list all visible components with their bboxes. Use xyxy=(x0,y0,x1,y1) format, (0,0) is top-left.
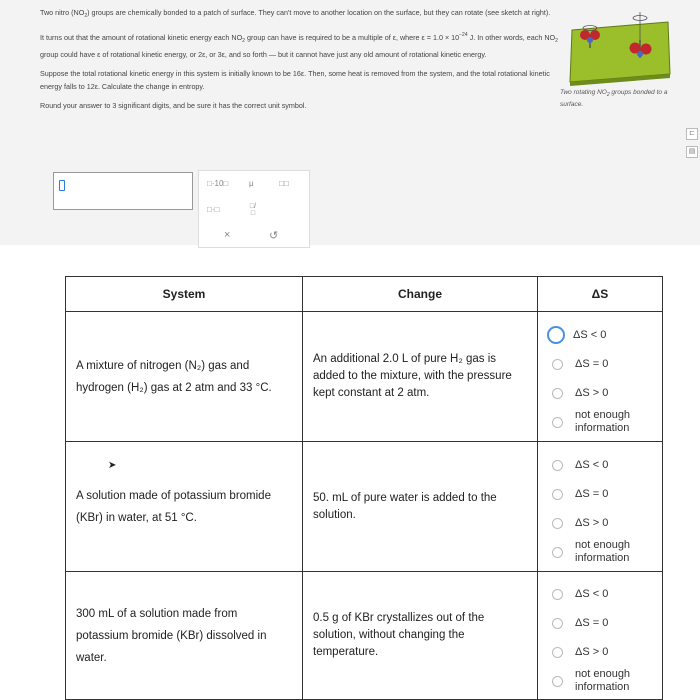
radio-button[interactable] xyxy=(552,489,563,500)
radio-button[interactable] xyxy=(552,647,563,658)
subscript: 2 xyxy=(606,92,610,98)
system-cell: A solution made of potassium bromide (KBr) in water, at 51 °C. xyxy=(66,442,303,572)
header-delta-s: ΔS xyxy=(538,277,663,312)
option-ds-zero[interactable] xyxy=(552,480,662,509)
option-label: ΔS = 0 xyxy=(575,487,609,500)
option-ds-zero[interactable] xyxy=(552,609,662,638)
problem-paragraph-3: Suppose the total rotational kinetic energy in this system is initially known to be 16ε. Then, some heat is removed from the system, and the total rotational kinetic energy falls to 12ε. Calculate the change in entropy. xyxy=(40,69,550,91)
text: J. In other words, each NO xyxy=(467,33,556,42)
table-row xyxy=(66,312,663,442)
data-table-icon[interactable]: ▤ xyxy=(686,146,698,158)
scientific-notation-button[interactable]: □·10□ xyxy=(207,179,229,188)
radio-button[interactable] xyxy=(547,326,565,344)
option-ds-zero[interactable] xyxy=(552,350,662,379)
change-cell: An additional 2.0 L of pure H₂ gas is added to the mixture, with the pressure kept constant at 2 atm. xyxy=(303,312,538,442)
text: group can have is required to be a multiple of ε, where ε = 1.0 × 10 xyxy=(244,33,460,42)
header-change: Change xyxy=(303,277,538,312)
radio-button[interactable] xyxy=(552,518,563,529)
problem-paragraph-2 xyxy=(40,29,570,61)
entropy-table xyxy=(65,276,663,700)
math-toolpad xyxy=(198,170,310,248)
mouse-cursor-icon: ➤ xyxy=(108,460,117,471)
multiply-button[interactable]: □·□ xyxy=(207,205,220,214)
surface-figure xyxy=(560,8,680,88)
radio-button[interactable] xyxy=(552,676,563,687)
option-label: ΔS < 0 xyxy=(573,328,607,341)
change-cell: 0.5 g of KBr crystallizes out of the solution, without changing the temperature. xyxy=(303,572,538,700)
option-label: ΔS < 0 xyxy=(575,587,609,600)
table-row xyxy=(66,442,663,572)
option-label: ΔS = 0 xyxy=(575,357,609,370)
option-label: ΔS > 0 xyxy=(575,386,609,399)
table-header-row xyxy=(66,277,663,312)
option-label: ΔS < 0 xyxy=(575,458,609,471)
text: group could have ε of rotational kinetic energy, or 2ε, or 3ε, and so forth — but it cannot have just any old amount of rotational kinetic energy. xyxy=(40,50,487,59)
problem-text xyxy=(40,6,570,118)
option-ds-positive[interactable] xyxy=(552,638,662,667)
system-cell: 300 mL of a solution made from potassium bromide (KBr) dissolved in water. xyxy=(66,572,303,700)
text: groups bonded to a surface. xyxy=(560,89,668,108)
option-not-enough-info[interactable] xyxy=(552,408,662,437)
exponent: −24 xyxy=(459,32,468,38)
subscript: 2 xyxy=(555,38,558,44)
header-system: System xyxy=(66,277,303,312)
text: ) groups are chemically bonded to a patch of surface. They can't move to another location on the surface, but they can rotate (see sketch at right). xyxy=(87,8,551,17)
option-ds-negative[interactable] xyxy=(552,580,662,609)
options-cell xyxy=(538,572,663,700)
system-cell: A mixture of nitrogen (N₂) gas and hydrogen (H₂) gas at 2 atm and 33 °C. xyxy=(66,312,303,442)
option-not-enough-info[interactable] xyxy=(552,538,662,567)
change-cell: 50. mL of pure water is added to the solution. xyxy=(303,442,538,572)
option-label: not enough information xyxy=(575,668,631,693)
undo-icon[interactable]: ↺ xyxy=(269,230,279,242)
input-cursor xyxy=(59,180,65,191)
radio-button[interactable] xyxy=(552,618,563,629)
text: It turns out that the amount of rotational kinetic energy each NO xyxy=(40,33,243,42)
option-label: ΔS > 0 xyxy=(575,516,609,529)
option-ds-negative[interactable] xyxy=(552,451,662,480)
help-icon[interactable]: ⊏ xyxy=(686,128,698,140)
figure-caption xyxy=(560,88,680,110)
clear-icon[interactable]: × xyxy=(224,229,231,241)
radio-button[interactable] xyxy=(552,417,563,428)
options-cell xyxy=(538,442,663,572)
problem-paragraph-4: Round your answer to 3 significant digits, and be sure it has the correct unit symbol. xyxy=(40,101,307,110)
answer-input[interactable] xyxy=(53,172,193,210)
options-cell xyxy=(538,312,663,442)
table-row xyxy=(66,572,663,700)
fraction-button[interactable]: □/□ xyxy=(249,203,257,217)
radio-button[interactable] xyxy=(552,388,563,399)
option-ds-negative[interactable] xyxy=(552,321,662,350)
option-ds-positive[interactable] xyxy=(552,379,662,408)
radio-button[interactable] xyxy=(552,547,563,558)
question-panel xyxy=(0,0,700,245)
superscript-button[interactable]: □□ xyxy=(279,179,289,188)
problem-paragraph-1 xyxy=(40,6,570,23)
text: Two nitro (NO xyxy=(40,8,85,17)
option-label: ΔS = 0 xyxy=(575,616,609,629)
subscript: 2 xyxy=(242,38,245,44)
radio-button[interactable] xyxy=(552,359,563,370)
option-not-enough-info[interactable] xyxy=(552,667,662,696)
radio-button[interactable] xyxy=(552,589,563,600)
option-ds-positive[interactable] xyxy=(552,509,662,538)
option-label: not enough information xyxy=(575,539,631,564)
option-label: ΔS > 0 xyxy=(575,645,609,658)
subscript: 2 xyxy=(84,13,88,19)
radio-button[interactable] xyxy=(552,460,563,471)
micro-prefix-button[interactable]: μ xyxy=(249,179,254,188)
text: Two rotating NO xyxy=(560,89,607,96)
option-label: not enough information xyxy=(575,409,631,434)
